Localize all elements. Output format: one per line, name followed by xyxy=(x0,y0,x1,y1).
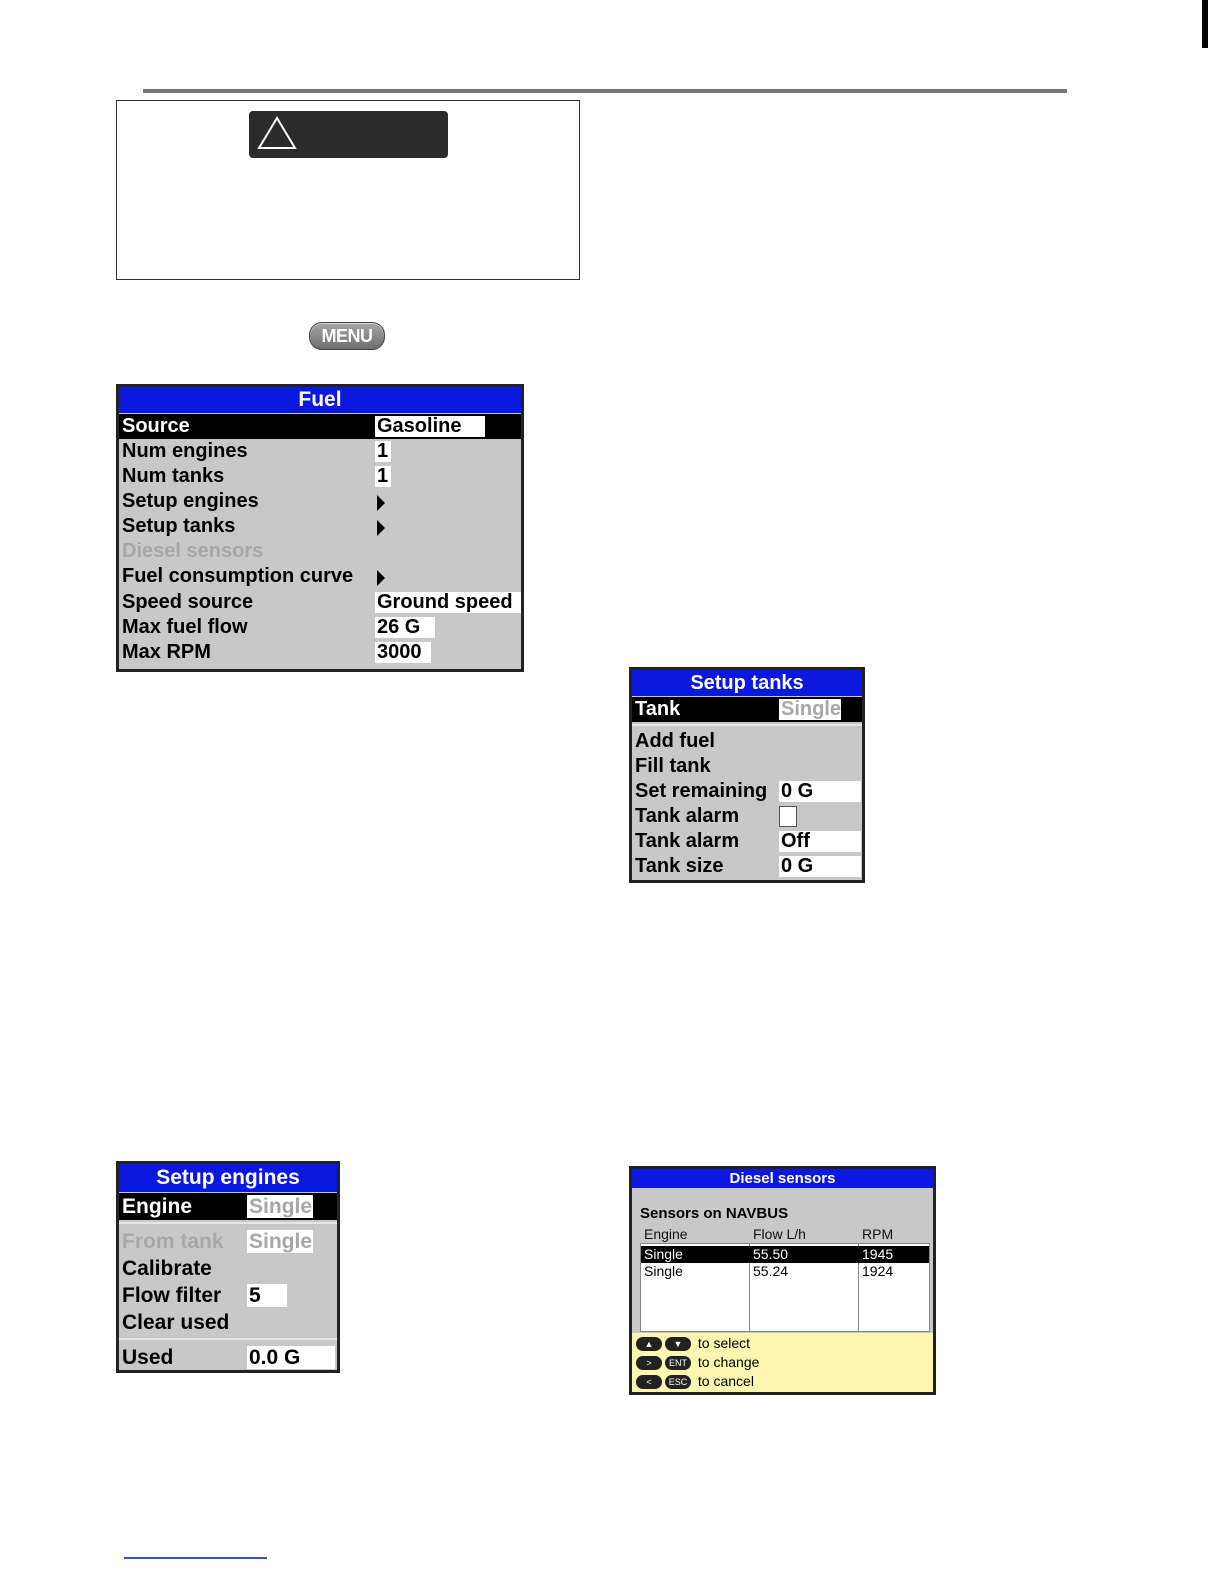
max-rpm-value[interactable]: 3000 xyxy=(375,642,431,663)
fuel-row-max-rpm[interactable]: Max RPM 3000 xyxy=(119,640,521,665)
fuel-row-setup-engines[interactable]: Setup engines xyxy=(119,489,521,514)
divider xyxy=(119,1338,337,1340)
tanks-row-tank-size[interactable]: Tank size 0 G xyxy=(632,854,862,879)
down-key-icon: ▼ xyxy=(665,1337,691,1351)
flow-filter-value[interactable]: 5 xyxy=(247,1284,287,1307)
from-tank-value: Single xyxy=(249,1230,313,1253)
engine-value[interactable]: Single xyxy=(249,1195,313,1218)
engines-row-clear-used[interactable]: Clear used xyxy=(122,1311,230,1334)
engines-row-engine[interactable]: Engine Single xyxy=(119,1193,337,1220)
footer-link-underline xyxy=(124,1557,267,1559)
tank-size-value[interactable]: 0 G xyxy=(779,856,861,877)
help-row-select: ▲ ▼ to select xyxy=(636,1334,750,1353)
tank-alarm-value[interactable]: Off xyxy=(779,831,861,852)
escape-key-icon: ESC xyxy=(665,1375,691,1389)
setup-engines-title: Setup engines xyxy=(119,1164,337,1192)
fuel-row-diesel-sensors: Diesel sensors xyxy=(122,540,264,562)
fuel-row-speed-source[interactable]: Speed source Ground speed xyxy=(119,590,521,615)
help-row-cancel: < ESC to cancel xyxy=(636,1372,754,1391)
fuel-row-num-engines[interactable]: Num engines 1 xyxy=(119,439,521,464)
engines-row-flow-filter[interactable]: Flow filter 5 xyxy=(119,1282,337,1309)
fuel-menu xyxy=(116,384,524,672)
header-rule xyxy=(143,89,1067,93)
divider xyxy=(632,724,862,726)
fuel-row-setup-tanks[interactable]: Setup tanks xyxy=(119,514,521,539)
page-edge-mark xyxy=(1202,0,1208,48)
left-key-icon: < xyxy=(636,1375,662,1389)
engines-row-from-tank: From tank Single xyxy=(122,1230,313,1253)
help-row-change: > ENT to change xyxy=(636,1353,759,1372)
used-value: 0.0 G xyxy=(247,1346,335,1369)
warning-triangle-icon xyxy=(257,116,297,150)
max-fuel-flow-value[interactable]: 26 G xyxy=(375,617,435,638)
engines-row-calibrate[interactable]: Calibrate xyxy=(122,1257,212,1280)
fuel-row-source[interactable]: Source Gasoline xyxy=(119,414,521,439)
source-value[interactable]: Gasoline xyxy=(375,416,485,437)
tanks-row-add-fuel[interactable]: Add fuel xyxy=(635,730,715,752)
divider xyxy=(119,1222,337,1224)
sensors-heading: Sensors on NAVBUS xyxy=(640,1205,789,1222)
engines-row-used: Used 0.0 G xyxy=(119,1344,337,1371)
tanks-row-tank[interactable]: Tank Single xyxy=(632,697,862,722)
set-remaining-value[interactable]: 0 G xyxy=(779,781,861,802)
diesel-sensors-title: Diesel sensors xyxy=(632,1169,933,1188)
setup-tanks-title: Setup tanks xyxy=(632,670,862,696)
num-engines-value[interactable]: 1 xyxy=(375,441,391,462)
tanks-row-fill-tank[interactable]: Fill tank xyxy=(635,755,711,777)
tanks-row-set-remaining[interactable]: Set remaining 0 G xyxy=(632,779,862,804)
fuel-row-num-tanks[interactable]: Num tanks 1 xyxy=(119,464,521,489)
tank-alarm-checkbox[interactable] xyxy=(779,806,797,827)
right-key-icon: > xyxy=(636,1356,662,1370)
num-tanks-value[interactable]: 1 xyxy=(375,466,391,487)
tanks-row-tank-alarm-toggle[interactable]: Tank alarm xyxy=(632,804,862,829)
setup-tanks-menu xyxy=(629,667,865,883)
tanks-row-tank-alarm-level[interactable]: Tank alarm Off xyxy=(632,829,862,854)
diesel-sensors-dialog xyxy=(629,1166,936,1395)
fuel-row-consumption-curve[interactable]: Fuel consumption curve xyxy=(119,564,521,589)
fuel-menu-title: Fuel xyxy=(119,387,521,413)
up-key-icon: ▲ xyxy=(636,1337,662,1351)
key-help-panel xyxy=(632,1333,933,1392)
fuel-row-max-fuel-flow[interactable]: Max fuel flow 26 G xyxy=(119,615,521,640)
table-row[interactable]: Single 55.24 1924 xyxy=(644,1263,894,1279)
column-header-engine: Engine xyxy=(644,1226,688,1242)
speed-source-value[interactable]: Ground speed xyxy=(375,592,521,613)
enter-key-icon: ENT xyxy=(665,1356,691,1370)
menu-key-icon: MENU xyxy=(309,322,385,350)
tank-value[interactable]: Single xyxy=(781,698,842,720)
column-header-flow: Flow L/h xyxy=(753,1226,806,1242)
table-row[interactable]: Single 55.50 1945 xyxy=(641,1246,929,1263)
column-header-rpm: RPM xyxy=(862,1226,894,1242)
setup-engines-menu xyxy=(116,1161,340,1373)
